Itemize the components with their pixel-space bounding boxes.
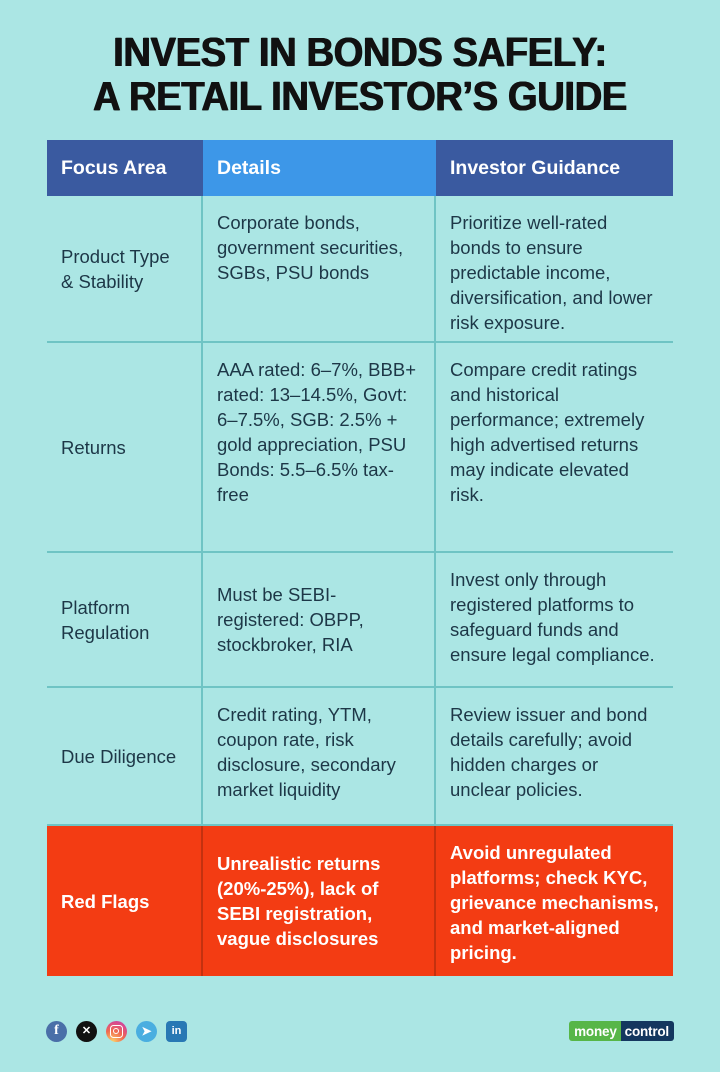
cell-investor-guidance: Review issuer and bond details carefully; avoid hidden charges or unclear policies. [450,704,648,800]
telegram-icon[interactable]: ➤ [136,1021,157,1042]
cell-details: Unrealistic returns (20%-25%), lack of SEBI registration, vague disclosures [203,826,436,976]
table-row [47,341,673,551]
cell-focus-area: Due Diligence [47,688,203,824]
moneycontrol-logo[interactable] [569,1021,674,1041]
title-line-2: A RETAIL INVESTOR’S GUIDE [93,73,627,119]
cell-details: Must be SEBI-registered: OBPP, stockbroker, RIA [203,553,436,686]
cell-investor-guidance: Compare credit ratings and historical performance; extremely high advertised returns may indicate elevated risk. [450,359,645,505]
cell-details: Corporate bonds, government securities, SGBs, PSU bonds [203,196,436,341]
logo-control-text: control [621,1021,674,1041]
column-header-investor-guidance: Investor Guidance [436,140,673,196]
linkedin-icon[interactable]: in [166,1021,187,1042]
social-links [46,1021,187,1042]
logo-money-text: money [569,1021,621,1041]
table-row [47,551,673,686]
title-line-1: INVEST IN BONDS SAFELY: [113,29,607,75]
instagram-icon[interactable] [106,1021,127,1042]
table-row [47,196,673,341]
cell-details: Credit rating, YTM, coupon rate, risk disclosure, secondary market liquidity [203,688,436,824]
cell-investor-guidance: Avoid unregulated platforms; check KYC, grievance mechanisms, and market-aligned pricing. [436,826,673,976]
column-header-details: Details [203,140,436,196]
cell-investor-guidance: Invest only through registered platforms to safeguard funds and ensure legal compliance. [450,569,655,665]
x-twitter-icon[interactable]: ✕ [76,1021,97,1042]
facebook-icon[interactable]: f [46,1021,67,1042]
cell-focus-area: Returns [47,343,203,551]
instagram-camera-shape [110,1025,123,1038]
guidance-table [47,140,673,976]
table-header-row [47,140,673,196]
cell-details: AAA rated: 6–7%, BBB+ rated: 13–14.5%, Govt: 6–7.5%, SGB: 2.5% + gold appreciation, PSU Bonds: 5.5–6.5% tax-free [203,343,436,551]
footer [0,1016,720,1046]
cell-focus-area: Platform Regulation [47,553,203,686]
cell-investor-guidance: Prioritize well-rated bonds to ensure predictable income, diversification, and lower risk exposure. [450,212,653,333]
page-title [0,0,720,118]
table-row-red-flags [47,824,673,976]
cell-focus-area: Red Flags [47,826,203,976]
cell-focus-area: Product Type & Stability [47,196,203,341]
column-header-focus-area: Focus Area [47,140,203,196]
table-row [47,686,673,824]
